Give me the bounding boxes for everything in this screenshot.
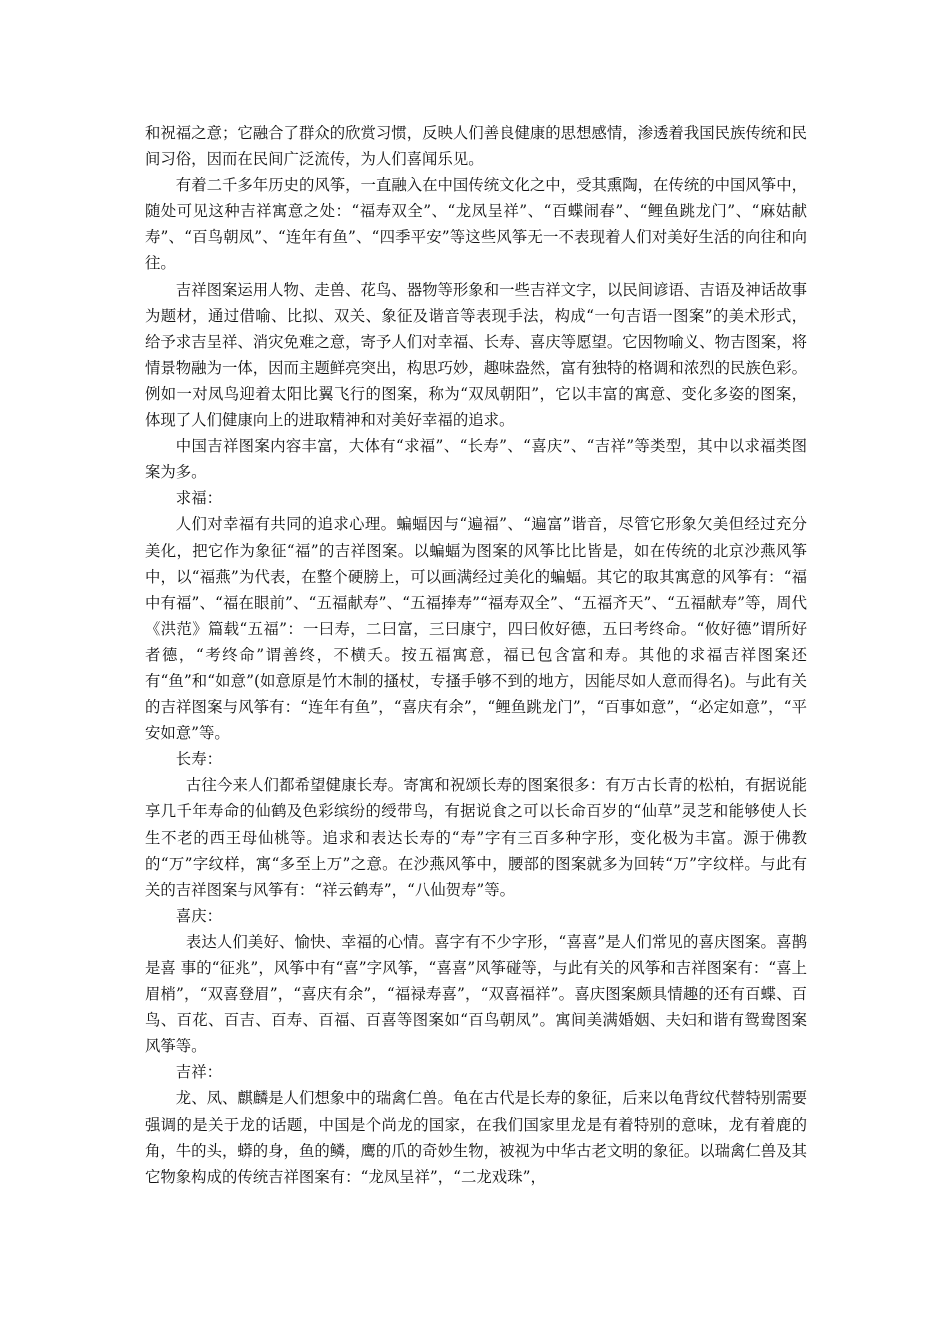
document-page [145,120,807,1190]
paragraph-xiqing: 表达人们美好、愉快、幸福的心情。喜字有不少字形，“喜喜”是人们常见的喜庆图案。喜鹊是喜 事的“征兆”，风筝中有“喜”字风筝，“喜喜”风筝碰等，与此有关的风筝和吉祥图案有：“喜上眉梢”，“双喜登眉”，“喜庆有余”，“福禄寿喜”，“双喜福祥”。喜庆图案颇具情趣的还有百蝶、百鸟、百花、百吉、百寿、百福、百喜等图案如“百鸟朝凤”。寓间美满婚姻、夫妇和谐有鸳鸯图案风筝等。 [145,932,807,1056]
paragraph-qiufu: 人们对幸福有共同的追求心理。蝙蝠因与“遍福”、“遍富”谐音，尽管它形象欠美但经过充分美化，把它作为象征“福”的吉祥图案。以蝙蝠为图案的风筝比比皆是，如在传统的北京沙燕风筝中，以“福燕”为代表，在整个硬膀上，可以画满经过美化的蝙蝠。其它的取其寓意的风筝有：“福中有福”、“福在眼前”、“五福献寿”、“五福捧寿”“福寿双全”、“五福齐天”、“五福献寿”等，周代《洪范》篇载“五福”：一曰寿，二曰富，三曰康宁，四曰攸好德，五曰考终命。“攸好德”谓所好者德，“考终命”谓善终，不横夭。按五福寓意，福已包含富和寿。其他的求福吉祥图案还有“鱼”和“如意”(如意原是竹木制的搔杖，专搔手够不到的地方，因能尽如人意而得名)。与此有关的吉祥图案与风筝有：“连年有鱼”，“喜庆有余”，“鲤鱼跳龙门”，“百事如意”，“必定如意”，“平安如意”等。 [145,515,807,743]
paragraph-pattern-types: 中国吉祥图案内容丰富，大体有“求福”、“长寿”、“喜庆”、“吉祥”等类型，其中以求福类图案为多。 [145,437,807,482]
paragraph-auspicious-patterns: 吉祥图案运用人物、走兽、花鸟、器物等形象和一些吉祥文字，以民间谚语、吉语及神话故事为题材，通过借喻、比拟、双关、象征及谐音等表现手法，构成“一句吉语一图案”的美术形式，给予求吉呈祥、消灾免难之意，寄予人们对幸福、长寿、喜庆等愿望。它因物喻义、物吉图案，将情景物融为一体，因而主题鲜亮突出，构思巧妙，趣味盎然，富有独特的格调和浓烈的民族色彩。例如一对凤鸟迎着太阳比翼飞行的图案，称为“双凤朝阳”，它以丰富的寓意、变化多姿的图案，体现了人们健康向上的进取精神和对美好幸福的追求。 [145,280,807,430]
paragraph-changshou: 古往今来人们都希望健康长寿。寄寓和祝颂长寿的图案很多：有万古长青的松柏，有据说能享几千年寿命的仙鹤及色彩缤纷的绶带鸟，有据说食之可以长命百岁的“仙草”灵芝和能够使人长生不老的西王母仙桃等。追求和表达长寿的“寿”字有三百多种字形，变化极为丰富。源于佛教的“万”字纹样，寓“多至上万”之意。在沙燕风筝中，腰部的图案就多为回转“万”字纹样。与此有关的吉祥图案与风筝有：“祥云鹤寿”，“八仙贺寿”等。 [145,776,807,899]
section-heading-qiufu: 求福： [175,489,222,508]
paragraph-intro-continued: 和祝福之意；它融合了群众的欣赏习惯，反映人们善良健康的思想感情，渗透着我国民族传统和民间习俗，因而在民间广泛流传，为人们喜闻乐见。 [145,124,807,169]
paragraph-jixiang: 龙、凤、麒麟是人们想象中的瑞禽仁兽。龟在古代是长寿的象征，后来以龟背纹代替特别需要强调的是关于龙的话题，中国是个尚龙的国家，在我们国家里龙是有着特别的意味，龙有着鹿的角，牛的头，蟒的身，鱼的鳞，鹰的爪的奇妙生物，被视为中华古老文明的象征。以瑞禽仁兽及其它物象构成的传统吉祥图案有：“龙凤呈祥”，“二龙戏珠”， [145,1089,807,1186]
paragraph-kite-history: 有着二千多年历史的风筝，一直融入在中国传统文化之中，受其熏陶，在传统的中国风筝中，随处可见这种吉祥寓意之处：“福寿双全”、“龙凤呈祥”、“百蝶闹春”、“鲤鱼跳龙门”、“麻姑献寿”、“百鸟朝凤”、“连年有鱼”、“四季平安”等这些风筝无一不表现着人们对美好生活的向往和向往。 [145,176,807,273]
section-heading-changshou: 长寿： [175,750,222,769]
section-heading-jixiang: 吉祥： [175,1063,222,1082]
section-heading-xiqing: 喜庆： [175,906,222,925]
